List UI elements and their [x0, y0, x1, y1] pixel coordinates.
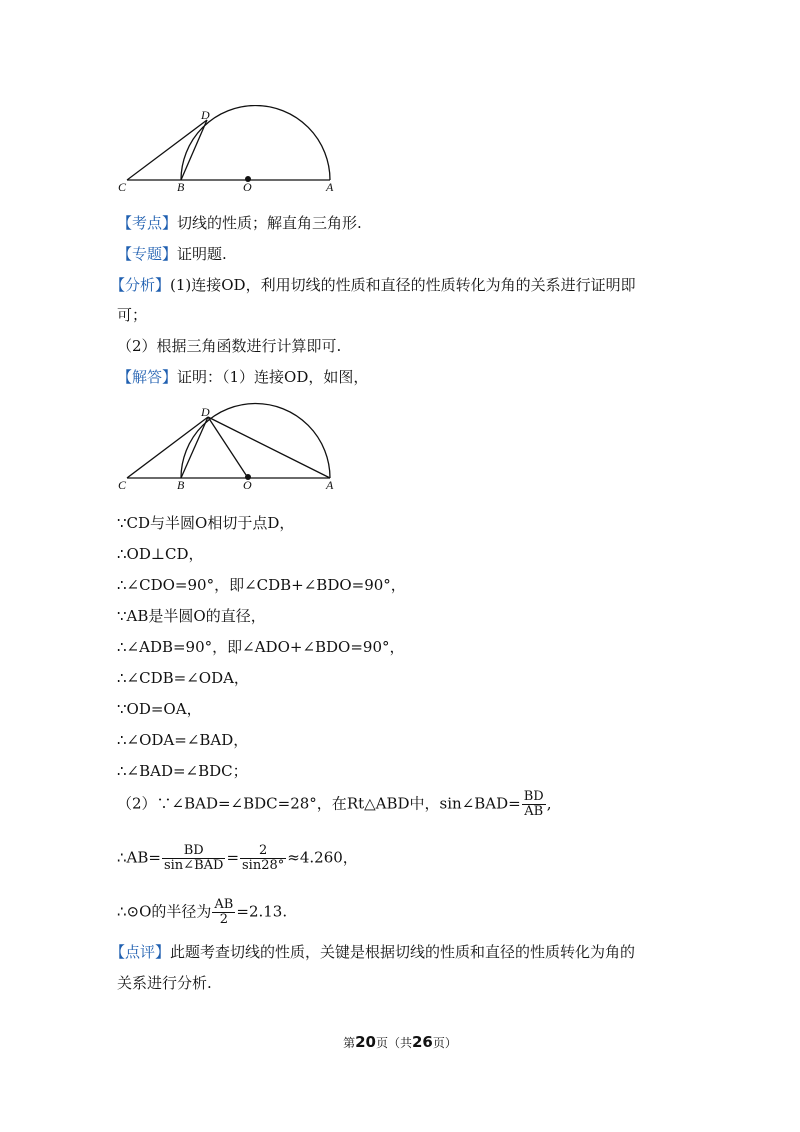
label-b: B: [177, 478, 185, 492]
label-d: D: [201, 108, 210, 122]
dianping-tag: 【点评】: [110, 943, 171, 961]
ab-prefix: ∴AB=: [117, 848, 161, 867]
fraction-bd-sin: [162, 844, 225, 873]
zhuanti-line: [117, 243, 227, 265]
dianping-line-2: [117, 972, 212, 994]
jieda-line: [117, 366, 368, 388]
fenxi-text-2: 可；: [117, 306, 148, 324]
dianping-text-1: 此题考查切线的性质，关键是根据切线的性质和直径的性质转化为角的: [170, 943, 636, 961]
line-cd: [127, 417, 208, 478]
frac-num: 2: [240, 844, 286, 859]
kaodian-line: [117, 212, 362, 234]
line-od: [208, 417, 248, 478]
footer-p1: 第: [343, 1036, 356, 1050]
figure-1: [115, 105, 345, 197]
proof-line-9: ∴∠BAD=∠BDC；: [117, 762, 248, 780]
fraction-2-sin28: [240, 844, 286, 873]
proof-line-4: ∵AB是半圆O的直径，: [117, 607, 266, 625]
label-b: B: [177, 180, 185, 194]
fenxi-line-1: [110, 274, 636, 296]
frac-den: AB: [524, 804, 544, 819]
radius-prefix: ∴⊙O的半径为: [117, 902, 212, 921]
line-ad: [208, 417, 330, 478]
page-footer: [0, 1033, 800, 1051]
fraction-bd-ab: [522, 790, 546, 819]
ab-eq: =: [226, 848, 240, 867]
part2-line: [117, 790, 552, 819]
ab-suffix: ≈4.260，: [287, 848, 358, 867]
radius-suffix: =2.13.: [236, 902, 288, 921]
fraction-ab-2: [212, 898, 235, 927]
label-c: C: [118, 180, 127, 194]
frac-den: sin28°: [242, 858, 285, 873]
dianping-text-2: 关系进行分析.: [117, 974, 212, 992]
frac-num: BD: [162, 844, 225, 859]
line-cd: [127, 120, 207, 180]
proof-line-8: ∴∠ODA=∠BAD，: [117, 731, 249, 749]
dianping-line-1: [110, 941, 635, 963]
zhuanti-text: 证明题.: [177, 245, 227, 263]
fenxi-line-3: [117, 335, 341, 357]
fenxi-tag: 【分析】: [110, 276, 171, 294]
radius-line: [117, 898, 287, 927]
fenxi-line-2: [117, 304, 147, 326]
proof-line-7: ∵OD=OA，: [117, 700, 202, 718]
label-a: A: [326, 478, 334, 492]
footer-p2: 页（共: [375, 1036, 412, 1050]
line-bd: [181, 417, 208, 478]
part2-suffix: ,: [546, 794, 552, 813]
frac-num: AB: [214, 897, 234, 912]
kaodian-tag: 【考点】: [117, 214, 178, 232]
frac-den: 2: [219, 912, 229, 927]
frac-num: BD: [523, 789, 544, 804]
footer-page: 20: [355, 1033, 376, 1051]
footer-total: 26: [412, 1033, 433, 1051]
label-a: A: [326, 180, 334, 194]
label-o: O: [243, 478, 252, 492]
ab-line: [117, 844, 358, 873]
label-c: C: [118, 478, 127, 492]
proof-line-5: ∴∠ADB=90°，即∠ADO+∠BDO=90°，: [117, 638, 405, 656]
frac-den: sin∠BAD: [163, 858, 224, 873]
label-d: D: [201, 405, 210, 419]
part2-prefix: （2）∵∠BAD=∠BDC=28°，在Rt△ABD中，sin∠BAD=: [117, 794, 521, 813]
jieda-text: 证明：（1）连接OD，如图，: [177, 368, 369, 386]
footer-p3: 页）: [432, 1036, 457, 1050]
kaodian-text: 切线的性质；解直角三角形.: [177, 214, 362, 232]
jieda-tag: 【解答】: [117, 368, 178, 386]
fenxi-text-3: （2）根据三角函数进行计算即可.: [117, 337, 342, 355]
zhuanti-tag: 【专题】: [117, 245, 178, 263]
label-o: O: [243, 180, 252, 194]
proof-line-2: ∴OD⊥CD，: [117, 545, 204, 563]
proof-line-1: ∵CD与半圆O相切于点D，: [117, 514, 295, 532]
proof-line-6: ∴∠CDB=∠ODA，: [117, 669, 249, 687]
proof-line-3: ∴∠CDO=90°，即∠CDB+∠BDO=90°，: [117, 576, 406, 594]
fenxi-text-1: (1)连接OD，利用切线的性质和直径的性质转化为角的关系进行证明即: [170, 276, 636, 294]
figure-2: [115, 400, 345, 494]
